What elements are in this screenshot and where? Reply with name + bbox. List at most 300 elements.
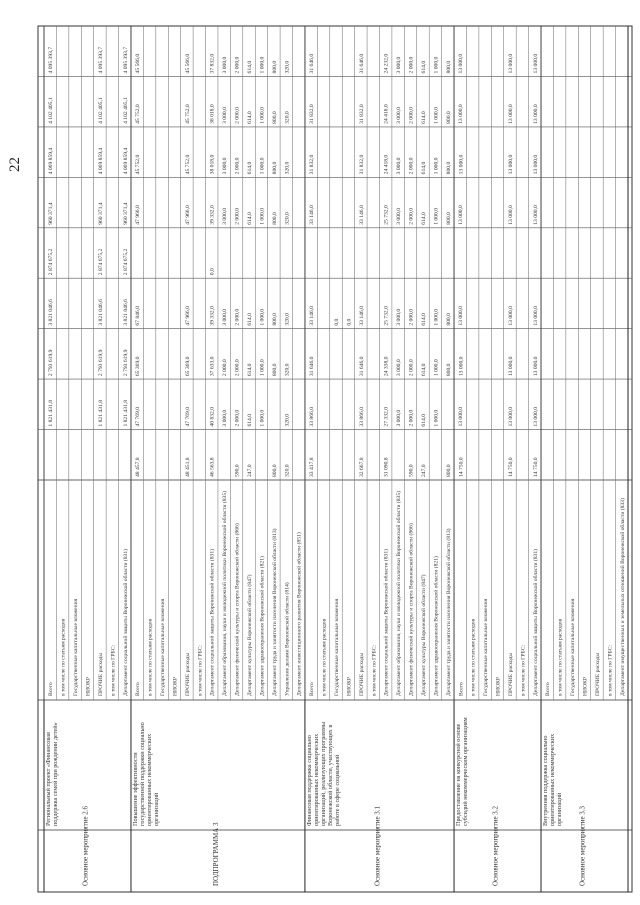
cell-value: 31 832,0: [309, 104, 316, 124]
section-name-5-line: Внутренняя поддержка социально: [542, 735, 550, 826]
row-label: Государственные капитальные вложения: [73, 598, 80, 696]
cell-value: 33 417,8: [309, 457, 316, 477]
table-row: [545, 682, 551, 696]
section-name-4-line: субсидий некоммерческим организациям: [462, 717, 470, 826]
section-name-2-line: ориентированных некоммерческих: [145, 733, 153, 826]
cell-value: 614,0: [247, 161, 254, 175]
row-label: НИОКР: [582, 677, 589, 696]
table-row: [296, 532, 303, 696]
section-name-5-line: организаций: [556, 792, 564, 826]
cell-value: 1 821 431,8: [122, 399, 129, 427]
cell-value: 48 457,8: [135, 457, 142, 477]
cell-value: 800,0: [271, 313, 278, 326]
cell-value: 4 069 859,4: [122, 147, 129, 175]
cell-value: 14 750,0: [507, 457, 514, 477]
section-level-3: Основное мероприятие 3.1: [373, 805, 382, 886]
cell-value: 13 000,0: [507, 205, 514, 225]
cell-value: 38 018,0: [209, 104, 216, 124]
cell-value: 13 000,0: [507, 406, 514, 427]
cell-value: 45 752,0: [135, 154, 142, 175]
cell-value: 47 966,0: [135, 205, 142, 225]
cell-value: 13 000,0: [458, 53, 465, 74]
cell-value: 4 095 393,7: [122, 46, 129, 74]
table-row: [432, 56, 439, 696]
cell-value: 46 563,8: [209, 457, 216, 477]
cell-value: 45 566,0: [184, 53, 191, 74]
cell-value: 800,0: [271, 60, 278, 74]
budget-table-page: [30, 10, 640, 900]
cell-value: 3 000,0: [396, 157, 403, 175]
table-row: [583, 677, 589, 696]
row-label: ПРОЧИЕ расходы: [97, 652, 104, 696]
table-row: [558, 618, 564, 696]
cell-value: 13 000,0: [532, 154, 539, 175]
row-label: Всего: [48, 682, 55, 696]
table-row: [322, 618, 328, 696]
row-label: Департамент социальной защиты Воронежской области (831): [532, 548, 539, 696]
cell-value: 31 832,0: [358, 154, 365, 175]
cell-value: 45 566,0: [135, 53, 142, 74]
cell-value: 320,0: [284, 413, 291, 427]
cell-value: 13 000,0: [532, 356, 539, 377]
cell-value: 2 000,0: [222, 359, 229, 377]
cell-value: 3 000,0: [396, 359, 403, 377]
cell-value: 4 095 393,7: [48, 46, 55, 74]
row-label: ПРОЧИЕ расходы: [507, 652, 514, 696]
cell-value: 4 069 859,4: [97, 147, 104, 175]
row-label: в том числе по статьям расходов: [60, 618, 67, 696]
cell-value: 3 000,0: [222, 308, 229, 326]
section-name-3-line: Воронежской области, участвующих в: [326, 724, 334, 826]
section-name-3-line: Финансовая поддержка социально: [305, 735, 313, 826]
cell-value: 590,0: [408, 464, 415, 477]
cell-value: 800,0: [271, 363, 278, 377]
section-name-1: [45, 722, 59, 826]
table-row: [271, 61, 278, 696]
page-number-text: 22: [7, 157, 23, 172]
row-label: НИОКР: [172, 677, 179, 696]
cell-value: 1 000,0: [259, 107, 266, 124]
cell-value: 14 750,0: [532, 457, 539, 477]
table-row: [185, 54, 191, 696]
table-row: [48, 47, 54, 696]
cell-value: 320,0: [284, 161, 291, 175]
cell-value: 1 000,0: [433, 207, 440, 225]
cell-value: 320,0: [284, 363, 291, 377]
table-row: [346, 318, 352, 696]
cell-value: 0,0: [346, 318, 353, 326]
table-row: [445, 61, 452, 696]
cell-value: 24 338,0: [383, 356, 390, 377]
row-label: ПРОЧИЕ расходы: [184, 652, 191, 696]
row-label: Департамент культуры Воронежской области (847): [247, 574, 254, 696]
table-row: [508, 54, 514, 696]
cell-value: 45 752,0: [184, 154, 191, 175]
row-label: Департамент инвестиционного развития Воронежской области (851): [296, 532, 303, 696]
cell-value: 39 332,0: [209, 306, 216, 326]
cell-value: 31 832,0: [309, 154, 316, 175]
table-row: [520, 645, 526, 696]
row-label: Департамент социальной защиты Воронежской области (831): [122, 548, 129, 696]
row-label: Департамент имущественных и земельных отношений Воронежской области (833): [619, 498, 626, 696]
table-row: [135, 54, 141, 696]
cell-value: 800,0: [271, 111, 278, 124]
cell-value: 2 793 619,9: [48, 349, 55, 377]
cell-value: 2 874 675,2: [97, 248, 104, 276]
table-row: [85, 677, 91, 696]
cell-value: 67 846,0: [135, 306, 142, 326]
table-row: [496, 677, 502, 696]
table-row: [595, 653, 601, 696]
row-label: Департамент социальной защиты Воронежской области (831): [209, 548, 216, 696]
budget-table: [30, 10, 640, 900]
cell-value: 800,0: [445, 161, 452, 175]
row-label: в том числе по ГРБС:: [520, 645, 527, 696]
cell-value: 3 000,0: [222, 107, 229, 124]
table-row: [110, 645, 116, 696]
cell-value: 13 000,0: [507, 53, 514, 74]
cell-value: 3 000,0: [396, 207, 403, 225]
cell-value: 800,0: [445, 313, 452, 326]
cell-value: 320,0: [284, 313, 291, 326]
row-label: Всего: [545, 682, 552, 696]
cell-value: 31 646,0: [309, 356, 316, 377]
cell-value: 614,0: [420, 60, 427, 74]
cell-value: 1 000,0: [259, 308, 266, 326]
table-row: [607, 645, 613, 696]
cell-value: 614,0: [420, 161, 427, 175]
cell-value: 47 769,0: [184, 406, 191, 427]
cell-value: 800,0: [271, 161, 278, 175]
cell-value: 13 000,0: [532, 104, 539, 124]
cell-value: 590,0: [234, 464, 241, 477]
section-level-2: ПОДПРОГРАММА 3: [211, 822, 220, 886]
cell-value: 13 000,0: [507, 306, 514, 326]
row-label: НИОКР: [495, 677, 502, 696]
table-row: [221, 56, 228, 696]
section-name-4: [455, 717, 469, 826]
table-row: [383, 54, 390, 696]
cell-value: 2 000,0: [234, 308, 241, 326]
cell-value: 1 821 431,8: [97, 399, 104, 427]
row-label: Департамент физической культуры и спорта Воронежской области (866): [234, 523, 241, 696]
cell-value: 4 102 405,1: [48, 97, 55, 124]
cell-value: 31 090,8: [383, 457, 390, 477]
cell-value: 800,0: [271, 212, 278, 225]
cell-value: 2 000,0: [408, 56, 415, 74]
section-name-5: [542, 733, 563, 826]
row-label: Департамент образования, науки и молодежной политики Воронежской области (835): [396, 490, 403, 696]
cell-value: 27 332,0: [383, 406, 390, 427]
cell-value: 13 000,0: [532, 306, 539, 326]
cell-value: 4 102 405,1: [122, 97, 129, 124]
section-name-1-line: Региональный проект «Финансовая: [45, 732, 52, 826]
table-row: [309, 54, 315, 696]
cell-value: 4 069 859,4: [48, 147, 55, 175]
table-row: [395, 56, 402, 696]
cell-value: 40 832,0: [209, 406, 216, 427]
row-label: в том числе по ГРБС:: [371, 645, 378, 696]
row-label: Департамент здравоохранения Воронежской области (821): [259, 556, 266, 696]
table-row: [234, 56, 241, 696]
section-name-2-line: организаций: [152, 792, 160, 826]
cell-value: 48 451,8: [184, 457, 191, 477]
cell-value: 31 646,0: [309, 53, 316, 74]
cell-value: 960 371,4: [48, 202, 55, 225]
cell-value: 2 000,0: [234, 359, 241, 377]
section-name-2-line: государственной поддержки социально: [138, 722, 146, 826]
row-label: Департамент труда и занятости населения Воронежской области (813): [271, 528, 278, 696]
row-label: Управление делами Воронежской области (814): [284, 582, 291, 696]
cell-value: 960 371,4: [122, 202, 129, 225]
row-label: Департамент здравоохранения Воронежской области (821): [433, 556, 440, 696]
cell-value: 2 000,0: [234, 107, 241, 124]
table-row: [148, 618, 154, 696]
cell-value: 2 000,0: [234, 56, 241, 74]
cell-value: 614,0: [420, 111, 427, 124]
cell-value: 800,0: [445, 111, 452, 124]
cell-value: 31 832,0: [358, 104, 365, 124]
cell-value: 614,0: [420, 212, 427, 225]
cell-value: 24 232,0: [383, 53, 390, 74]
cell-value: 1 000,0: [433, 308, 440, 326]
cell-value: 13 000,0: [507, 104, 514, 124]
cell-value: 2 000,0: [234, 409, 241, 427]
cell-value: 614,0: [420, 313, 427, 326]
row-label: Департамент образования, науки и молодежной политики Воронежской области (835): [222, 490, 229, 696]
table-row: [197, 645, 203, 696]
cell-value: 47 966,0: [184, 205, 191, 225]
cell-value: 614,0: [247, 363, 254, 377]
cell-value: 24 418,0: [383, 154, 390, 175]
cell-value: 1 000,0: [433, 107, 440, 124]
cell-value: 614,0: [247, 413, 254, 427]
cell-value: 3 000,0: [222, 207, 229, 225]
table-row: [160, 598, 166, 696]
table-row: [258, 56, 265, 696]
cell-value: 33 146,0: [309, 306, 316, 326]
table-row: [371, 645, 377, 696]
table-row: [283, 61, 290, 696]
cell-value: 3 821 046,6: [122, 299, 129, 326]
row-label: Департамент культуры Воронежской области (847): [420, 574, 427, 696]
row-label: Государственные капитальные вложения: [570, 598, 577, 696]
section-name-3-line: ориентированных некоммерческих: [312, 733, 320, 826]
cell-value: 1 000,0: [433, 56, 440, 74]
table-row: [359, 54, 365, 696]
cell-value: 0,0: [209, 268, 216, 276]
section-name-1-line: поддержка семей при рождении детей»: [52, 722, 59, 826]
cell-value: 2 000,0: [408, 359, 415, 377]
cell-value: 800,0: [445, 212, 452, 225]
row-label: НИОКР: [85, 677, 92, 696]
cell-value: 24 418,0: [383, 104, 390, 124]
cell-value: 960 371,4: [97, 202, 104, 225]
cell-value: 37 832,0: [209, 53, 216, 74]
section-level-1: Основное мероприятие 2.6: [81, 805, 90, 886]
cell-value: 38 018,0: [209, 154, 216, 175]
cell-value: 800,0: [271, 464, 278, 477]
cell-value: 39 332,0: [209, 205, 216, 225]
row-label: ПРОЧИЕ расходы: [594, 652, 601, 696]
cell-value: 33 146,0: [358, 306, 365, 326]
cell-value: 800,0: [445, 464, 452, 477]
cell-value: 31 646,0: [358, 356, 365, 377]
cell-value: 3 000,0: [396, 409, 403, 427]
cell-value: 2 000,0: [408, 308, 415, 326]
table-row: [334, 318, 340, 696]
cell-value: 2 000,0: [234, 157, 241, 175]
section-name-3-line: организаций, реализующих программы: [319, 721, 327, 826]
cell-value: 320,0: [284, 212, 291, 225]
cell-value: 65 369,0: [184, 356, 191, 377]
row-label: в том числе по ГРБС:: [110, 645, 117, 696]
cell-value: 614,0: [420, 413, 427, 427]
cell-value: 3 821 046,6: [48, 299, 55, 326]
row-label: Департамент труда и занятости населения Воронежской области (813): [445, 528, 452, 696]
cell-value: 1 000,0: [433, 157, 440, 175]
row-label: Всего: [458, 682, 465, 696]
cell-value: 13 000,0: [532, 53, 539, 74]
cell-value: 1 000,0: [259, 359, 266, 377]
cell-value: 33 146,0: [358, 205, 365, 225]
table-row: [122, 47, 129, 696]
table-row: [570, 598, 576, 696]
row-label: в том числе по ГРБС:: [607, 645, 614, 696]
section-name-2-line: Повышение эффективности: [131, 752, 139, 826]
cell-value: 3 000,0: [396, 56, 403, 74]
cell-value: 2 000,0: [408, 409, 415, 427]
cell-value: 2 793 619,9: [97, 349, 104, 377]
cell-value: 13 000,0: [458, 104, 465, 124]
cell-value: 3 000,0: [222, 409, 229, 427]
section-name-2: [132, 722, 160, 826]
table-row: [483, 598, 489, 696]
cell-value: 247,0: [247, 464, 254, 477]
row-label: Государственные капитальные вложения: [160, 598, 167, 696]
cell-value: 2 000,0: [408, 207, 415, 225]
cell-value: 32 667,8: [358, 457, 365, 477]
row-label: в том числе по статьям расходов: [321, 618, 328, 696]
cell-value: 13 000,0: [458, 205, 465, 225]
cell-value: 37 633,0: [209, 356, 216, 377]
table-row: [209, 54, 216, 696]
row-label: Всего: [135, 682, 142, 696]
section-name-5-line: ориентированных некоммерческих: [549, 733, 557, 826]
table-row: [471, 618, 477, 696]
cell-value: 2 000,0: [408, 107, 415, 124]
cell-value: 3 821 046,6: [97, 299, 104, 326]
cell-value: 13 000,0: [532, 406, 539, 427]
cell-value: 3 000,0: [222, 56, 229, 74]
cell-value: 13 000,0: [507, 356, 514, 377]
cell-value: 14 750,0: [458, 457, 465, 477]
row-label: Департамент физической культуры и спорта Воронежской области (866): [408, 523, 415, 696]
cell-value: 614,0: [420, 363, 427, 377]
cell-value: 320,0: [284, 464, 291, 477]
row-label: Всего: [309, 682, 316, 696]
table-row: [61, 618, 67, 696]
cell-value: 13 000,0: [507, 154, 514, 175]
cell-value: 1 000,0: [259, 207, 266, 225]
cell-value: 800,0: [445, 363, 452, 377]
cell-value: 1 821 431,8: [48, 399, 55, 427]
section-level-5: Основное мероприятие 3.3: [578, 805, 587, 886]
cell-value: 1 000,0: [259, 409, 266, 427]
row-label: Департамент социальной защиты Воронежской области (831): [383, 548, 390, 696]
cell-value: 320,0: [284, 111, 291, 124]
cell-value: 13 000,0: [458, 406, 465, 427]
row-label: Государственные капитальные вложения: [483, 598, 490, 696]
table-row: [172, 677, 178, 696]
row-label: ПРОЧИЕ расходы: [358, 652, 365, 696]
cell-value: 1 000,0: [259, 56, 266, 74]
cell-value: 614,0: [247, 60, 254, 74]
row-label: в том числе по статьям расходов: [470, 618, 477, 696]
table-row: [532, 54, 539, 696]
cell-value: 13 000,0: [458, 306, 465, 326]
table-row: [408, 56, 415, 696]
cell-value: 33 146,0: [309, 205, 316, 225]
cell-value: 45 752,0: [184, 104, 191, 124]
table-row: [420, 61, 427, 696]
cell-value: 3 000,0: [396, 308, 403, 326]
row-label: в том числе по статьям расходов: [147, 618, 154, 696]
cell-value: 800,0: [445, 60, 452, 74]
table-row: [98, 47, 104, 696]
cell-value: 3 000,0: [396, 107, 403, 124]
cell-value: 4 095 393,7: [97, 46, 104, 74]
cell-value: 2 000,0: [408, 157, 415, 175]
section-name-3-line: работе в сфере социальной: [333, 754, 341, 826]
cell-value: 1 000,0: [259, 157, 266, 175]
table-row: [246, 61, 253, 696]
row-label: Государственные капитальные вложения: [334, 598, 340, 696]
cell-value: 33 866,0: [309, 406, 316, 427]
cell-value: 13 000,0: [458, 356, 465, 377]
cell-value: 320,0: [284, 60, 291, 74]
cell-value: 0,0: [334, 318, 340, 326]
cell-value: 2 793 619,9: [122, 349, 129, 377]
cell-value: 2 874 675,2: [122, 248, 129, 276]
row-label: в том числе по ГРБС:: [197, 645, 204, 696]
section-name-4-line: Предоставление на конкурсной основе: [455, 723, 463, 826]
cell-value: 4 102 405,1: [97, 97, 104, 124]
table-row: [73, 598, 79, 696]
cell-value: 1 000,0: [433, 409, 440, 427]
cell-value: 25 732,0: [383, 205, 390, 225]
cell-value: 45 752,0: [135, 104, 142, 124]
cell-value: 47 966,0: [184, 306, 191, 326]
cell-value: 31 646,0: [358, 53, 365, 74]
cell-value: 2 000,0: [234, 207, 241, 225]
cell-value: 13 000,0: [458, 154, 465, 175]
cell-value: 1 000,0: [433, 359, 440, 377]
cell-value: 13 000,0: [532, 205, 539, 225]
cell-value: 47 769,0: [135, 406, 142, 427]
cell-value: 247,0: [420, 464, 427, 477]
cell-value: 25 732,0: [383, 306, 390, 326]
row-label: в том числе по статьям расходов: [557, 618, 564, 696]
row-label: НИОКР: [346, 677, 353, 696]
table-row: [619, 498, 626, 696]
cell-value: 614,0: [247, 313, 254, 326]
cell-value: 614,0: [247, 212, 254, 225]
cell-value: 33 866,0: [358, 406, 365, 427]
table-row: [458, 54, 464, 696]
cell-value: 65 369,0: [135, 356, 142, 377]
cell-value: 2 874 675,2: [48, 248, 55, 276]
